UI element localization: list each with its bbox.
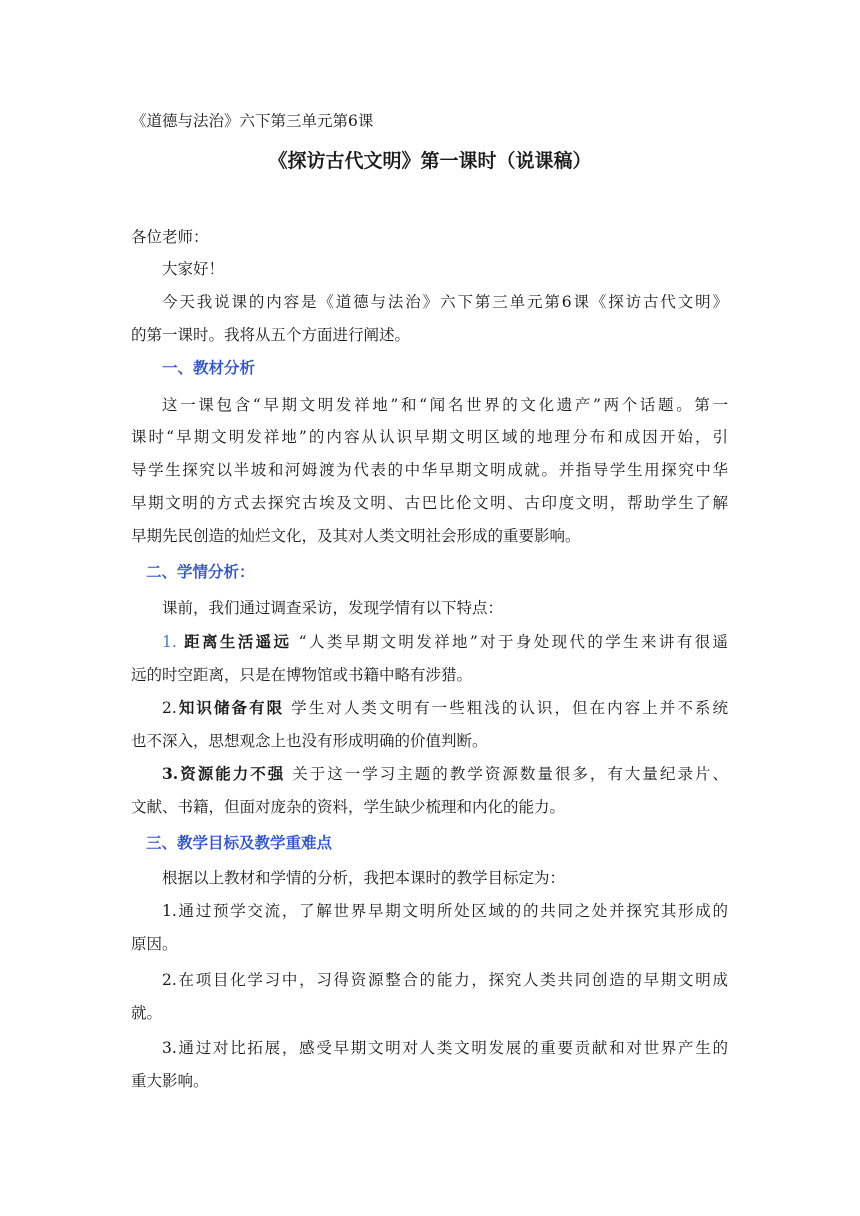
intro-line-2: 的第一课时。我将从五个方面进行阐述。 xyxy=(131,326,411,344)
point-2-number: 2. xyxy=(162,699,177,717)
goal-2-line: 2.在项目化学习中，习得资源整合的能力，探究人类共同创造的早期文明成 xyxy=(162,971,728,989)
section1-line-3: 导学生探究以半坡和河姆渡为代表的中华早期文明成就。并指导学生用探究中华 xyxy=(131,461,728,479)
point-3-label: 资源能力不强 xyxy=(178,764,286,783)
point-2-cont: 也不深入，思想观念上也没有形成明确的价值判断。 xyxy=(131,732,488,750)
point-1-text: “人类早期文明发祥地”对于身处现代的学生来讲有很遥 xyxy=(298,633,728,651)
point-3-text: 关于这一学习主题的教学资源数量很多，有大量纪录片、 xyxy=(292,765,728,783)
point-3-number: 3. xyxy=(162,764,179,783)
goal-1-cont: 原因。 xyxy=(131,935,178,953)
point-3-cont: 文献、书籍，但面对庞杂的资料，学生缺少梳理和内化的能力。 xyxy=(131,798,566,816)
section3-lead: 根据以上教材和学情的分析，我把本课时的教学目标定为： xyxy=(162,869,566,887)
point-3-line xyxy=(162,763,728,785)
header-line: 《道德与法治》六下第三单元第6课 xyxy=(131,112,374,130)
section1-line-1: 这一课包含“早期文明发祥地”和“闻名世界的文化遗产”两个话题。第一 xyxy=(162,396,728,414)
goal-1-line: 1.通过预学交流，了解世界早期文明所处区域的的共同之处并探究其形成的 xyxy=(162,902,728,920)
page-title: 《探访古代文明》第一课时（说课稿） xyxy=(268,150,592,172)
goal-3-cont: 重大影响。 xyxy=(131,1072,209,1090)
point-1-number: 1. xyxy=(162,633,177,651)
point-1-line xyxy=(162,631,728,653)
goal-2-cont: 就。 xyxy=(131,1004,163,1022)
section-heading-3: 三、教学目标及教学重难点 xyxy=(146,833,333,852)
point-1-cont: 远的时空距离，只是在博物馆或书籍中略有涉猎。 xyxy=(131,666,473,684)
hello: 大家好！ xyxy=(162,260,225,278)
intro-line-1: 今天我说课的内容是《道德与法治》六下第三单元第6课《探访古代文明》 xyxy=(162,293,728,311)
point-2-text: 学生对人类文明有一些粗浅的认识，但在内容上并不系统 xyxy=(291,699,728,717)
goal-3-line: 3.通过对比拓展，感受早期文明对人类文明发展的重要贡献和对世界产生的 xyxy=(162,1039,728,1057)
point-1-label: 距离生活遥远 xyxy=(184,632,292,651)
point-2-line xyxy=(162,697,728,719)
point-2-label: 知识储备有限 xyxy=(176,698,285,717)
section1-line-5: 早期先民创造的灿烂文化，及其对人类文明社会形成的重要影响。 xyxy=(131,527,581,545)
section2-lead: 课前，我们通过调查采访，发现学情有以下特点： xyxy=(162,599,504,617)
section1-line-2: 课时“早期文明发祥地”的内容从认识早期文明区域的地理分布和成因开始，引 xyxy=(131,428,728,446)
greeting: 各位老师： xyxy=(131,228,209,246)
section-heading-1: 一、教材分析 xyxy=(162,358,256,377)
section1-line-4: 早期文明的方式去探究古埃及文明、古巴比伦文明、古印度文明，帮助学生了解 xyxy=(131,494,728,512)
section-heading-2: 二、学情分析： xyxy=(146,562,255,581)
